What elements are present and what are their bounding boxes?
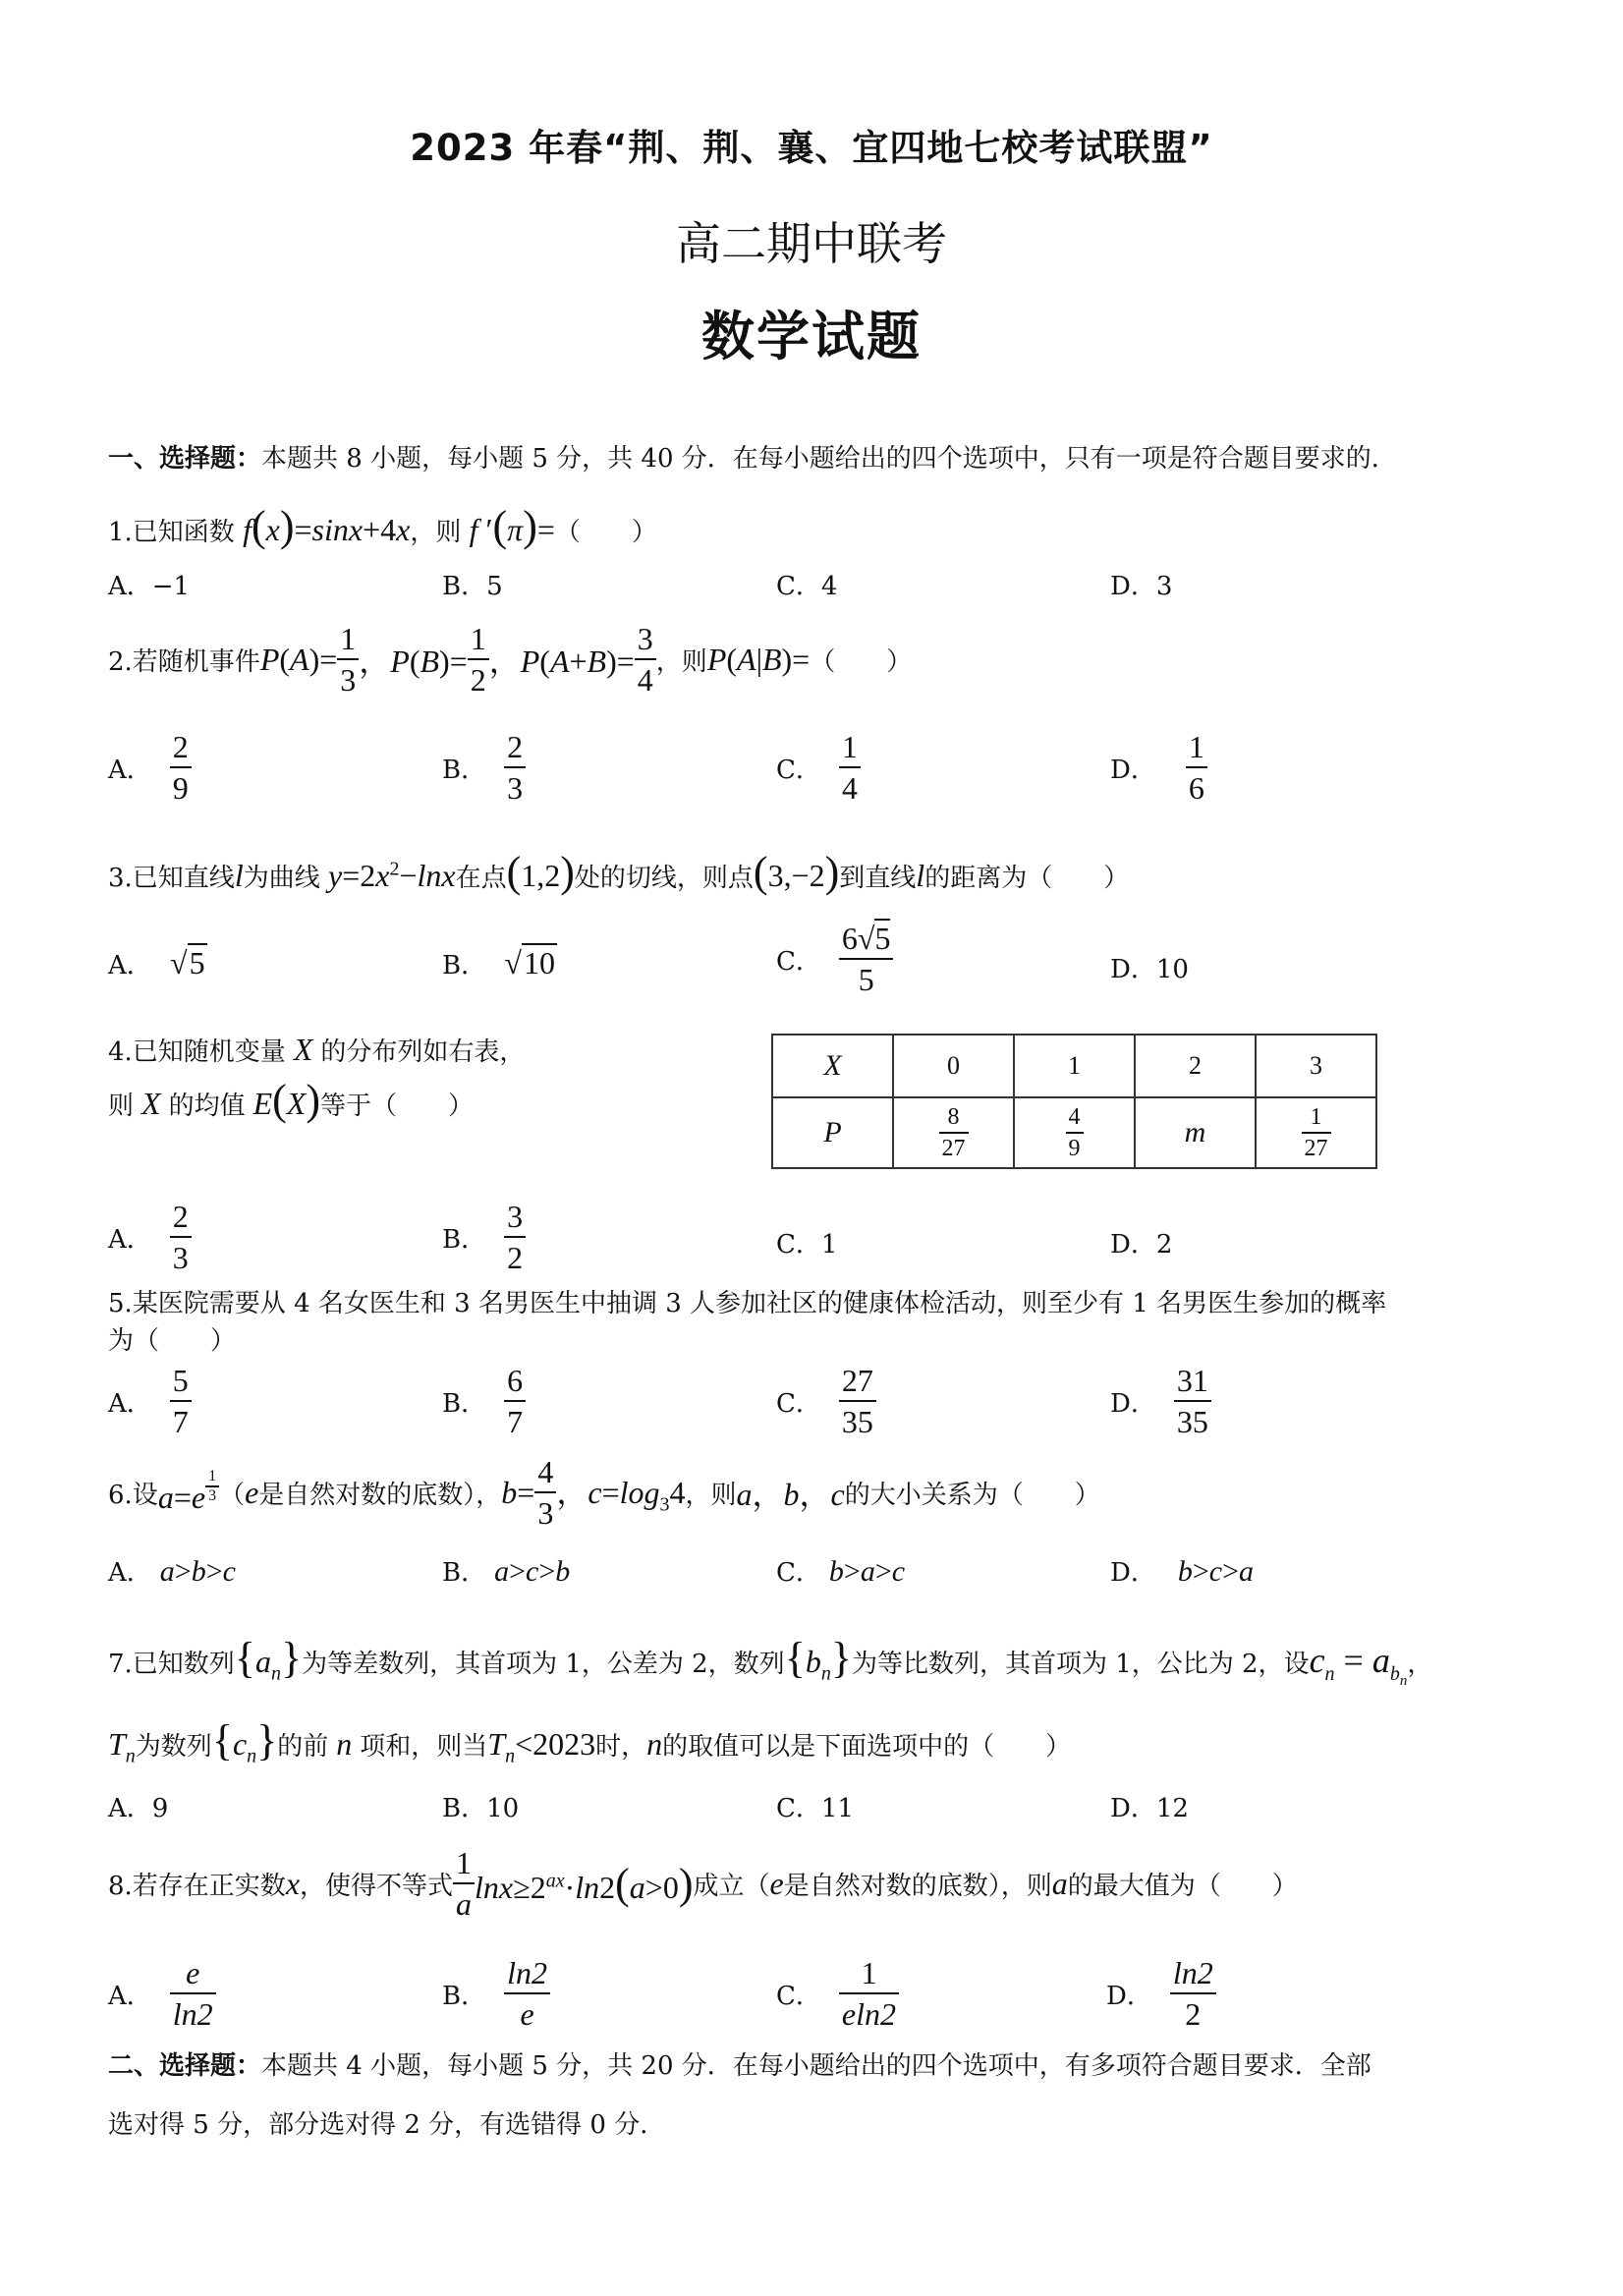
q3-t3: 处的切线，则点 xyxy=(574,864,754,893)
question-5-line1: 5.某医院需要从 4 名女医生和 3 名男医生中抽调 3 人参加社区的健康体检活动，则至少有 1 名男医生参加的概率 xyxy=(108,1289,1387,1318)
q1-mid: ，则 xyxy=(410,518,462,547)
q4-option-a[interactable] xyxy=(108,1197,192,1277)
q7-option-b[interactable]: B．10 xyxy=(442,1794,520,1823)
q6-b-def: b= xyxy=(501,1474,535,1510)
question-3 xyxy=(108,847,1129,897)
q5-b-frac: $\frac{6}{7}$ xyxy=(504,1361,526,1441)
q7-l2e: 的取值可以是下面选项中的（ ） xyxy=(662,1732,1072,1762)
q3-a-value: √5 xyxy=(170,945,205,980)
q5-option-d[interactable] xyxy=(1110,1361,1211,1441)
q5-c-label: C． xyxy=(776,1388,821,1419)
section2-heading-line1 xyxy=(108,2045,1371,2082)
q1-option-d[interactable]: D．3 xyxy=(1110,572,1173,601)
q2-pa: P(A)= xyxy=(259,641,338,677)
q3-prefix: 3.已知直线 xyxy=(108,864,235,893)
question-1 xyxy=(108,501,657,551)
q1-prefix: 1.已知函数 xyxy=(108,518,235,547)
q2-prefix: 2.若随机事件 xyxy=(108,646,260,677)
q8-option-c[interactable] xyxy=(776,1953,899,2034)
q4-b-frac: $\frac{3}{2}$ xyxy=(504,1197,526,1277)
table-cell: 3 xyxy=(1256,1035,1376,1097)
q5-b-label: B． xyxy=(442,1388,487,1419)
q5-d-frac: $\frac{31}{35}$ xyxy=(1174,1361,1211,1441)
q5-option-c[interactable] xyxy=(776,1361,876,1441)
section1-desc: 本题共 8 小题，每小题 5 分，共 40 分．在每小题给出的四个选项中，只有一项是符合题目要求的． xyxy=(261,444,1397,474)
q2-b-frac: $\frac{2}{3}$ xyxy=(504,727,526,808)
q1-option-b[interactable]: B．5 xyxy=(442,572,503,601)
q4-a-frac: $\frac{2}{3}$ xyxy=(170,1197,192,1277)
q4-l2c: 等于（ ） xyxy=(319,1092,474,1121)
q5-c-frac: $\frac{27}{35}$ xyxy=(839,1361,876,1441)
q4-l1a: 4.已知随机变量 xyxy=(108,1037,286,1067)
q8-d-label: D． xyxy=(1106,1981,1152,2011)
q6-c-def: ，$c=\log_34$ xyxy=(556,1475,686,1516)
q7-option-d[interactable]: D．12 xyxy=(1110,1794,1189,1823)
q7-n2: n xyxy=(646,1726,663,1762)
q2-end: （ ） xyxy=(810,646,913,677)
q2-mid: ，则 xyxy=(655,646,707,677)
question-5-line2: 为（ ） xyxy=(108,1326,237,1356)
q6-b-value: a>c>b xyxy=(494,1555,571,1588)
q8-e: e xyxy=(769,1865,784,1901)
q8-prefix: 8.若存在正实数 xyxy=(108,1871,286,1901)
distribution-table xyxy=(771,1034,1377,1169)
q7-p2: 为等差数列，其首项为 1，公差为 2，数列 xyxy=(302,1650,785,1679)
q3-c-frac: $\frac{6√5}{5}$ xyxy=(839,919,894,999)
q4-l2b: 的均值 xyxy=(168,1092,246,1121)
q2-pb: ，P(B)= xyxy=(359,644,468,679)
exam-subject-title: 数学试题 xyxy=(701,306,922,367)
q2-option-c[interactable] xyxy=(776,727,861,808)
q2-option-d[interactable] xyxy=(1110,727,1207,808)
q3-point2: (3,−2) xyxy=(753,848,840,896)
exam-title-line2: 高二期中联考 xyxy=(676,217,947,270)
q5-option-a[interactable] xyxy=(108,1361,192,1441)
q8-option-d[interactable] xyxy=(1106,1953,1216,2034)
q8-x: x xyxy=(285,1865,301,1901)
q4-option-d[interactable]: D．2 xyxy=(1110,1230,1173,1260)
q8-option-b[interactable] xyxy=(442,1953,550,2034)
q8-b-label: B． xyxy=(442,1981,487,2011)
q6-prefix: 6.设 xyxy=(108,1480,158,1510)
q4-x1: X xyxy=(285,1032,321,1067)
q8-frac: $\frac{1}{a}$ xyxy=(453,1843,475,1924)
q3-t5: 的距离为（ ） xyxy=(924,864,1130,893)
table-cell: $\frac{1}{27}$ xyxy=(1256,1097,1376,1168)
q7-cn: $c_n = a_{b_n}$ xyxy=(1309,1641,1408,1690)
q7-option-c[interactable]: C．11 xyxy=(776,1794,854,1823)
q6-option-d[interactable] xyxy=(1110,1552,1254,1589)
q3-option-b[interactable] xyxy=(442,945,557,981)
q8-ineq: $\ln x\ge 2^{ax}\cdot\ln 2(a>0)$ xyxy=(475,1859,694,1908)
q7-l2c: 项和，则当 xyxy=(360,1732,488,1762)
q6-t4: 的大小关系为（ ） xyxy=(844,1480,1100,1510)
q3-option-c[interactable] xyxy=(776,919,893,999)
q1-derivative: f ′(π)= xyxy=(469,502,555,550)
table-cell: X xyxy=(772,1035,893,1097)
q6-t2: 是自然对数的底数）， xyxy=(258,1480,502,1510)
table-cell: m xyxy=(1135,1097,1256,1168)
table-cell: P xyxy=(772,1097,893,1168)
q1-option-a[interactable]: A．−1 xyxy=(108,572,191,601)
section2-heading-line2: 选对得 5 分，部分选对得 2 分，有选错得 0 分． xyxy=(108,2110,666,2140)
section1-heading xyxy=(108,438,1397,475)
q8-a-frac: $\frac{e}{\ln 2}$ xyxy=(170,1953,216,2034)
question-4-line2 xyxy=(108,1075,474,1125)
q7-l2d: 时， xyxy=(595,1732,647,1762)
q7-tn: $T_n$ xyxy=(108,1726,136,1767)
question-7-line2 xyxy=(108,1715,1071,1767)
q3-option-a[interactable] xyxy=(108,945,207,981)
q7-p1: 7.已知数列 xyxy=(108,1650,235,1679)
q3-t4: 到直线 xyxy=(839,864,917,893)
q4-l2a: 则 xyxy=(108,1092,135,1121)
q3-point1: (1,2) xyxy=(506,848,575,896)
table-cell: $\frac{4}{9}$ xyxy=(1014,1097,1135,1168)
question-7-line1: 7.已知数列$\{a_n\}$为等差数列，其首项为 1，公差为 2，数列$\{b_n\}$为等比数列，其首项为 1，公比为 2，设$c_n = a_{b_n}$， xyxy=(108,1634,1433,1690)
q8-d-frac: $\frac{\ln 2}{2}$ xyxy=(1170,1953,1216,2034)
q2-frac-2: $\frac{1}{2}$ xyxy=(468,619,489,700)
q7-cn-seq: $\{c_n\}$ xyxy=(211,1716,278,1767)
table-row xyxy=(772,1035,1376,1097)
q4-option-b[interactable] xyxy=(442,1197,526,1277)
q2-frac-1: $\frac{1}{3}$ xyxy=(337,619,359,700)
q8-option-a[interactable] xyxy=(108,1953,216,2034)
q6-c-label: C． xyxy=(776,1558,821,1588)
q3-l2: l xyxy=(916,858,925,893)
question-2 xyxy=(108,619,912,700)
q6-d-label: D． xyxy=(1110,1558,1156,1588)
section2-desc1: 本题共 4 小题，每小题 5 分，共 20 分．在每小题给出的四个选项中，有多项符合题目要求．全部 xyxy=(261,2051,1371,2081)
q7-n1: n xyxy=(328,1726,361,1762)
q3-t2: 在点 xyxy=(455,864,507,893)
q8-t1: ，使得不等式 xyxy=(300,1871,454,1901)
q2-cond: P(A|B)= xyxy=(706,641,811,677)
q2-a-frac: $\frac{2}{9}$ xyxy=(170,727,192,808)
q3-b-label: B． xyxy=(442,951,487,980)
q1-option-c[interactable]: C．4 xyxy=(776,572,838,601)
q4-b-label: B． xyxy=(442,1224,487,1255)
section1-label: 一、选择题： xyxy=(108,444,262,474)
q7-p3: 为等比数列，其首项为 1，公比为 2，设 xyxy=(851,1650,1310,1679)
q4-option-c[interactable]: C．1 xyxy=(776,1230,838,1260)
q5-a-frac: $\frac{5}{7}$ xyxy=(170,1361,192,1441)
q6-c-value: b>a>c xyxy=(828,1555,906,1588)
q4-a-label: A． xyxy=(108,1224,152,1255)
q2-option-a[interactable] xyxy=(108,727,192,808)
q8-t3: 是自然对数的底数），则 xyxy=(783,1871,1052,1901)
q6-a-label: A． xyxy=(108,1558,152,1588)
q8-b-frac: $\frac{\ln 2}{e}$ xyxy=(504,1953,550,2034)
q1-formula: f(x)=sinx+4x xyxy=(243,502,411,550)
q5-d-label: D． xyxy=(1110,1388,1156,1419)
table-cell: 2 xyxy=(1135,1035,1256,1097)
q2-d-label: D． xyxy=(1110,755,1156,785)
q7-ineq: $T_n<2023$ xyxy=(487,1726,596,1767)
q7-l2b: 的前 xyxy=(277,1732,329,1762)
q2-frac-3: $\frac{3}{4}$ xyxy=(635,619,656,700)
question-8 xyxy=(108,1843,1298,1924)
q8-a-label: A． xyxy=(108,1981,152,2011)
q2-d-frac: $\frac{1}{6}$ xyxy=(1186,727,1207,808)
q8-a: a xyxy=(1051,1865,1068,1901)
q6-a-def: a=e $^{\frac{1}{3}}$ xyxy=(158,1468,219,1516)
q6-abc: a，b，c xyxy=(736,1477,845,1512)
q6-d-value: b>c>a xyxy=(1177,1555,1255,1588)
q7-an: $\{a_n\}$ xyxy=(234,1634,303,1685)
q3-option-d[interactable]: D．10 xyxy=(1110,955,1189,984)
q5-a-label: A． xyxy=(108,1388,152,1419)
q7-option-a[interactable]: A．9 xyxy=(108,1794,169,1823)
q8-t4: 的最大值为（ ） xyxy=(1067,1871,1298,1901)
table-cell: $\frac{8}{27}$ xyxy=(893,1097,1014,1168)
q3-b-value: √10 xyxy=(504,945,555,980)
q2-c-frac: $\frac{1}{4}$ xyxy=(839,727,861,808)
q6-option-a[interactable] xyxy=(108,1552,236,1589)
table-cell: 0 xyxy=(893,1035,1014,1097)
question-4-line1 xyxy=(108,1032,525,1068)
table-row xyxy=(772,1097,1376,1168)
table-cell: 1 xyxy=(1014,1035,1135,1097)
q8-c-label: C． xyxy=(776,1981,821,2011)
q3-curve: $y=2x^2-\ln x$ xyxy=(327,858,456,893)
q6-t3: ，则 xyxy=(685,1480,737,1510)
q3-a-label: A． xyxy=(108,951,152,980)
q6-b-frac: $\frac{4}{3}$ xyxy=(534,1452,556,1533)
q6-option-c[interactable] xyxy=(776,1552,905,1589)
q6-b-label: B． xyxy=(442,1558,487,1588)
q2-a-label: A． xyxy=(108,755,152,785)
q6-t1: （ xyxy=(219,1480,246,1510)
q4-l1b: 的分布列如右表， xyxy=(320,1037,526,1067)
q2-c-label: C． xyxy=(776,755,821,785)
q4-x2: X xyxy=(134,1086,169,1121)
q6-e: e xyxy=(245,1474,259,1510)
q4-ex: E(X) xyxy=(245,1076,320,1124)
q8-t2: 成立（ xyxy=(693,1871,770,1901)
section2-label: 二、选择题： xyxy=(108,2051,262,2081)
q3-c-label: C． xyxy=(776,946,821,977)
q3-t1: 为曲线 xyxy=(243,864,320,893)
q3-l: l xyxy=(234,858,244,893)
question-6 xyxy=(108,1452,1100,1533)
q2-pab: ，P(A+B)= xyxy=(488,644,635,679)
q6-a-value: a>b>c xyxy=(159,1555,236,1588)
q2-option-b[interactable] xyxy=(442,727,526,808)
q7-l2a: 为数列 xyxy=(135,1732,212,1762)
q7-bn: $\{b_n\}$ xyxy=(784,1634,852,1685)
q2-b-label: B． xyxy=(442,755,487,785)
q5-option-b[interactable] xyxy=(442,1361,526,1441)
q8-c-frac: $\frac{1}{eln2}$ xyxy=(839,1953,899,2034)
q6-option-b[interactable] xyxy=(442,1552,570,1589)
exam-title-line1: 2023 年春“荆、荆、襄、宜四地七校考试联盟” xyxy=(410,127,1213,169)
q1-end: （ ） xyxy=(554,518,657,547)
